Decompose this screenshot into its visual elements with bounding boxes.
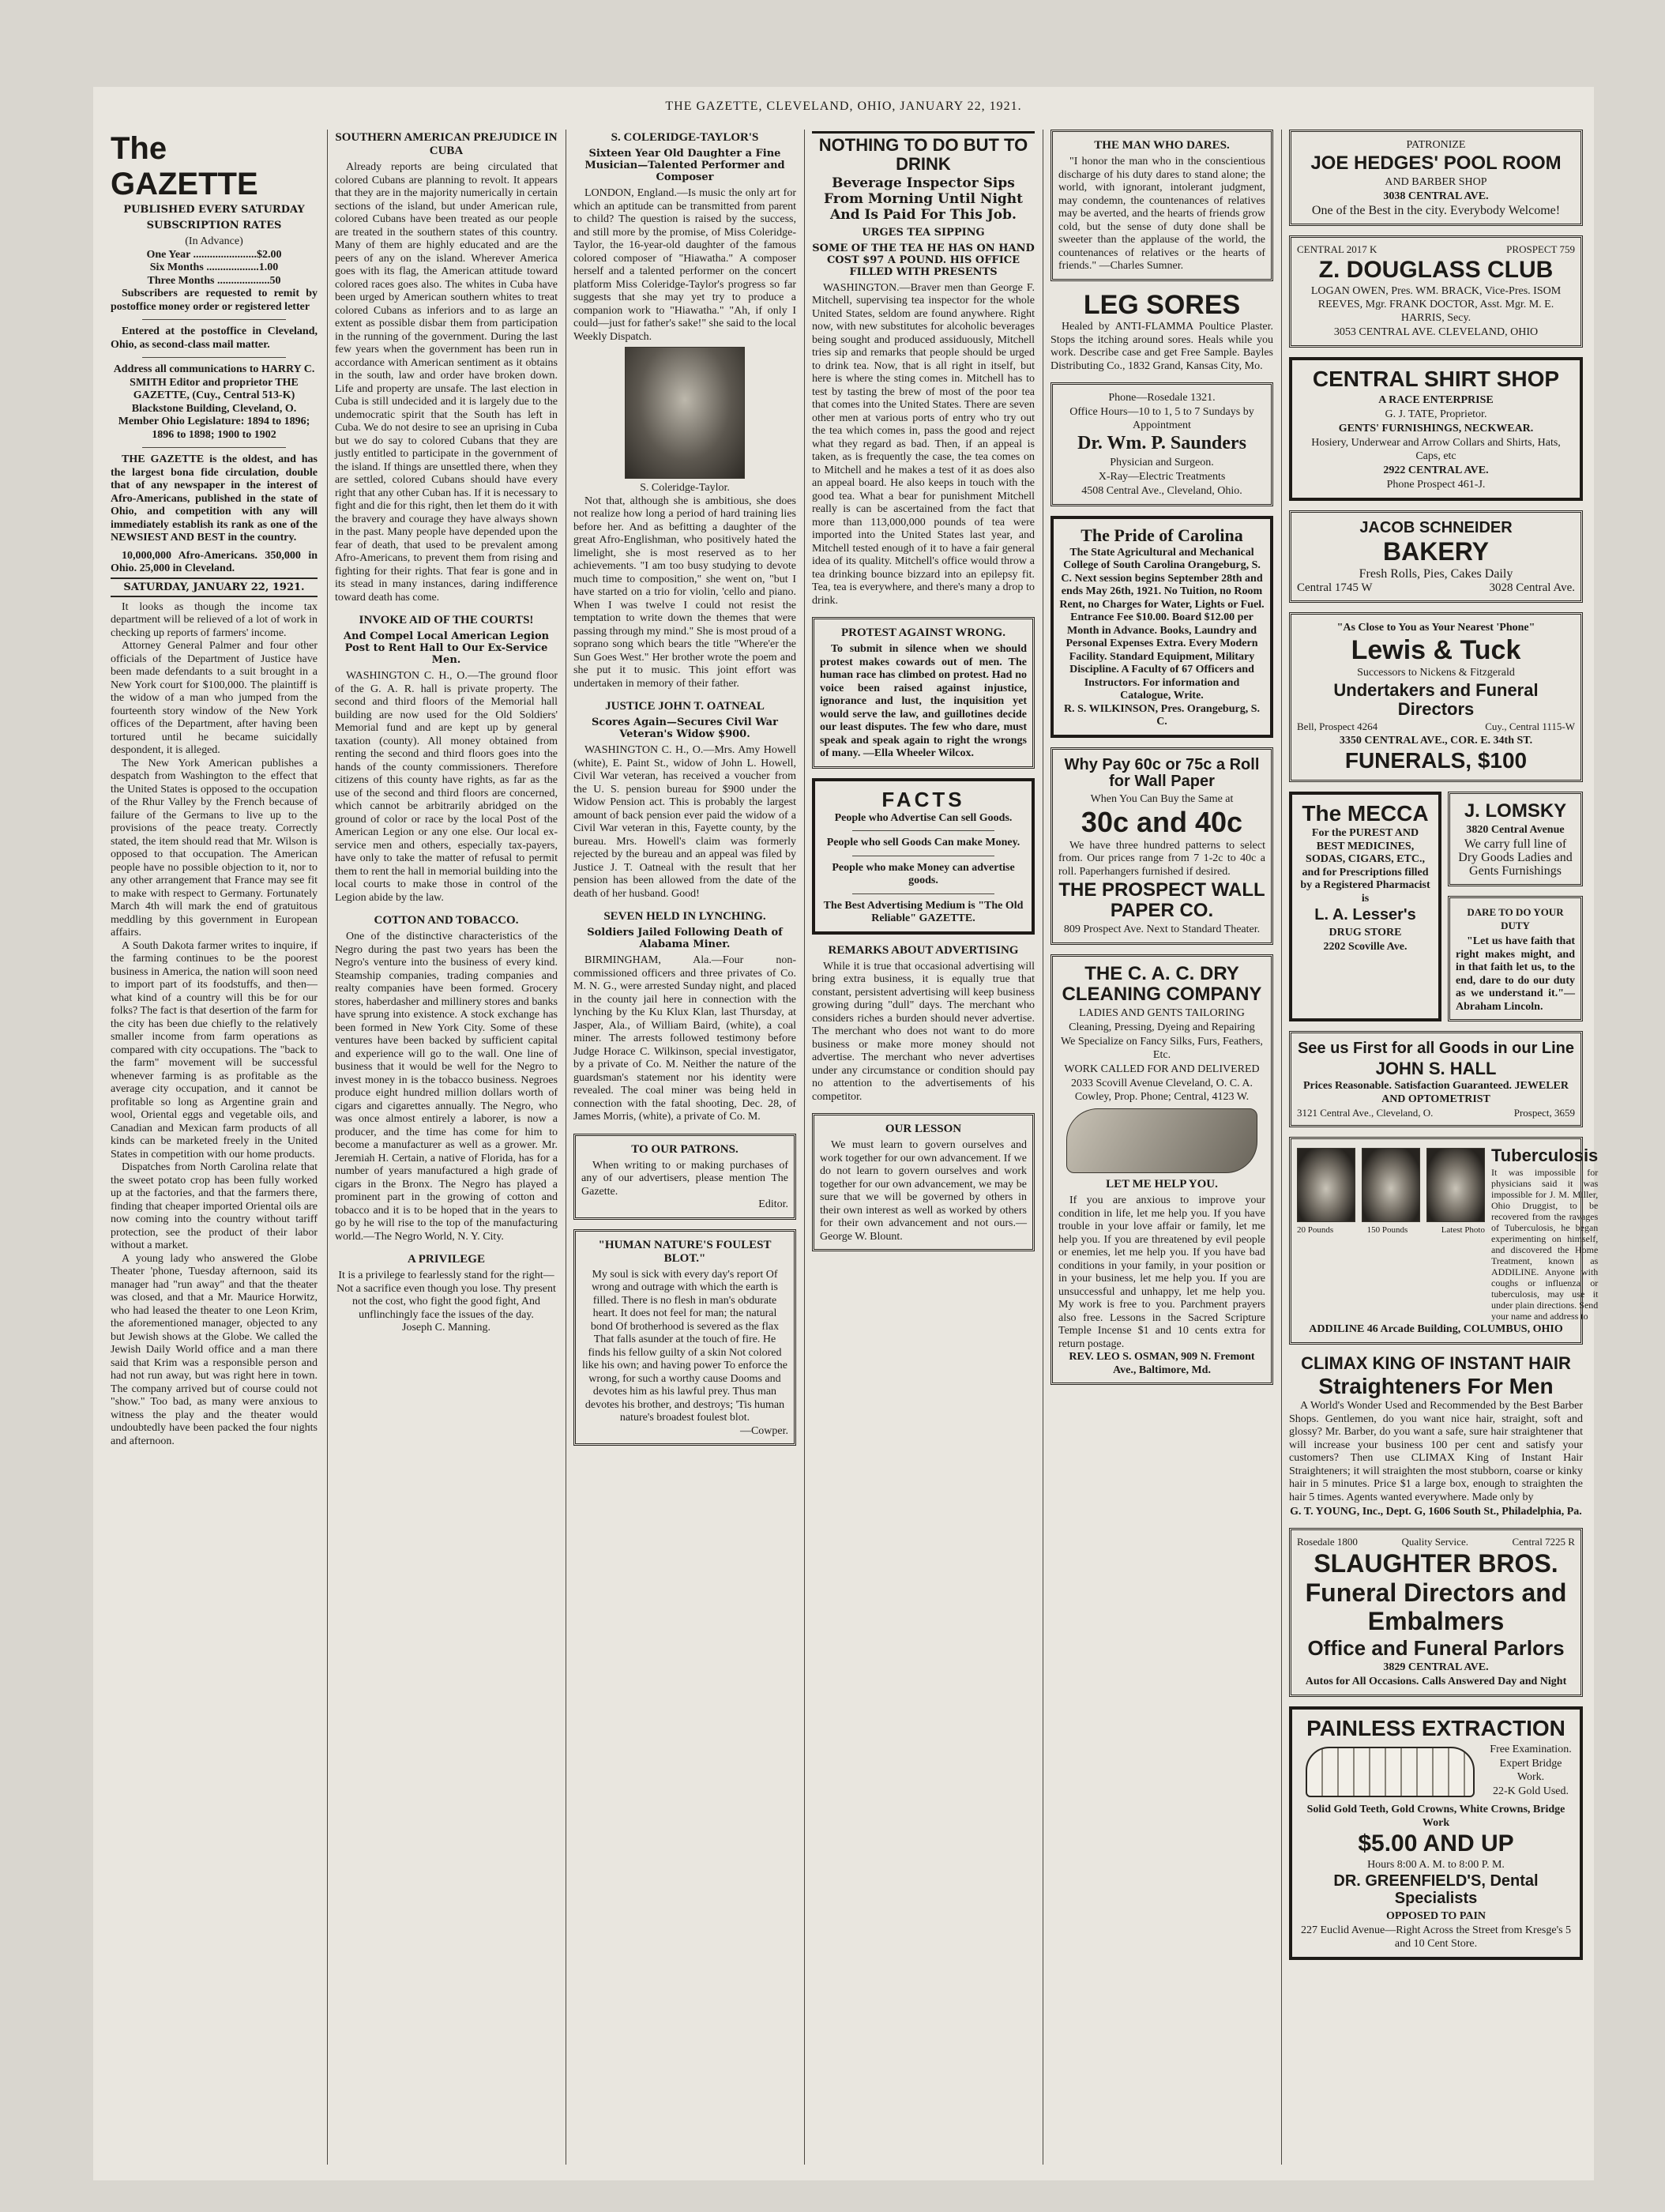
ad-name: THE PROSPECT WALL PAPER CO.: [1058, 879, 1265, 922]
article-body: BIRMINGHAM, Ala.—Four non-commissioned officers and three privates of Co. M. N. G., were arrested Sunday night, and placed in the county jail here in connection with the lynching by the Ku Klux Klan, last Thursday, at Jasper, Ala., of William Baird, (white), a coal miner. The arrests followed testimony before Judge Horace C. Wilkinson, special investigator, by a private of Co. M. Neither the nature of the guardsman's statement nor his identity were revealed. The coal miner was being held in connection with the fatal shooting, Dec. 28, of James Morris, (white), a private of Co. M.: [573, 954, 796, 1123]
photo-caption: S. Coleridge-Taylor.: [640, 482, 730, 494]
ad-lewis-tuck: [1289, 612, 1583, 782]
article-title: JUSTICE JOHN T. OATNEAL: [605, 700, 765, 713]
article-body: WASHINGTON C. H., O.—The ground floor of the G. A. R. hall is private property. The second and third floors of the Memorial hall building are now used for the Old Soldiers' Memorial fund and are kept up by general taxation (county). All money obtained from renting the second and third floors goes into the hands of the county commissioners. Therefore citizens of this county have rights, as far as the use of the second and third floors are concerned, which cannot be arbitrarily abridged on the ground of color or race by the local Post of the American Legion or any one else. Our local ex-service men and others, especially tax-payers, have only to take the matter of refusal to permit them to rent the hall in memorial building into the local courts to make those in control of the Legion abide by the law.: [335, 670, 558, 904]
ad-address: 2202 Scoville Ave.: [1323, 940, 1408, 953]
article-title: PROTEST AGAINST WRONG.: [841, 626, 1005, 639]
portrait-photo: [1297, 1148, 1355, 1222]
ad-line: X-Ray—Electric Treatments: [1098, 471, 1226, 483]
ad-dry-cleaning: [1050, 954, 1273, 1385]
ad-price: $5.00 AND UP: [1358, 1830, 1514, 1857]
ad-features: [1487, 1742, 1574, 1802]
ad-sub: LADIES AND GENTS TAILORING: [1079, 1007, 1245, 1020]
ad-body: A World's Wonder Used and Recommended by the Best Barber Shops. Gentlemen, do you want nice hair, straight, soft and glossy? Mr. Barber, do you want a safe, sure hair straightener that will increase your business 100 per cent and satisfy your customers? Then use CLIMAX King of Instant Hair Straighteners; it will straighten the most stubborn, coarse or kinky hair in 5 minutes. Price $1 a large box, enough to straighten the hair 5 times. Agents wanted everywhere. Made only by: [1289, 1400, 1583, 1503]
ad-header: [1297, 1536, 1575, 1548]
quote-body: "I honor the man who in the conscientious discharge of his duty dares to stand alone; the world, with ignorant, intolerant judgment, may condemn, the countenances of relatives may be averted, and the hearts of friends grow cold, but the sense of duty done shall be sweeter than the applause of the world, the countenances of relatives or the hearts of friends." —Charles Sumner.: [1058, 156, 1265, 272]
fact-item: The Best Advertising Medium is "The Old Reliable" GAZETTE.: [823, 899, 1024, 925]
ad-phone: Cuy., Central 1115-W: [1485, 720, 1575, 732]
ad-title: PAINLESS EXTRACTION: [1306, 1715, 1565, 1740]
ad-address: 2033 Scovill Avenue Cleveland, O. C. A. Cowley, Prop. Phone; Central, 4123 W.: [1071, 1078, 1253, 1104]
ad-footer: ADDILINE 46 Arcade Building, COLUMBUS, OHIO: [1309, 1323, 1563, 1336]
ad-phone: Phone—Rosedale 1321.: [1108, 392, 1216, 404]
poem-body: My soul is sick with every day's report Of wrong and outrage with which the earth is filled. There is no flesh in man's obdurate heart. It does not feel for man; the natural bond Of brotherhood is severed as the flax That falls asunder at the touch of fire. He finds his fellow guilty of a skin Not colored like his own; and having power To enforce the wrong, for such a worthy cause Dooms and devotes him as his lawful prey. Thus man devotes his brother, and destroys; 'Tis human nature's broadest foulest blot.: [581, 1268, 788, 1424]
article-title: NOTHING TO DO BUT TO DRINK: [812, 131, 1035, 174]
ad-sub: A RACE ENTERPRISE: [1378, 393, 1494, 406]
ad-role: Physician and Surgeon.: [1110, 457, 1214, 469]
ad-title: CLIMAX KING OF INSTANT HAIR: [1301, 1353, 1571, 1374]
oldest-notice: THE GAZETTE is the oldest, and has the largest bona fide circulation, double that of any newspaper in the interest of Afro-Americans, published in the state of Ohio, and competition with any will immediately establish its rank as one of the NEWSIEST AND BEST in the country.: [111, 453, 318, 544]
article: [812, 944, 1035, 1104]
ad-line: 22-K Gold Used.: [1492, 1785, 1569, 1798]
ad-title: Straighteners For Men: [1318, 1373, 1554, 1398]
editorial-paragraph: The New York American publishes a despatch from Washington to the effect that the United States is opposed to the occupation of the Rhur Valley by the French because of failure of the Germans to live up to the provisions of the peace treaty. Correctly stated, the item should read that Mr. Wilson is opposed to that occupation. The American people have no possible objection to it, nor to any other arrangement that France may see fit to make with respect to Germany. Fortunately March 4th will mark the end of gratuitous meddling by this government in European affairs.: [111, 757, 318, 939]
ad-sign: R. S. WILKINSON, Pres. Orangeburg, S. C.: [1063, 702, 1260, 728]
ad-body: For the PUREST AND BEST MEDICINES, SODAS, CIGARS, ETC., and for Prescriptions filled by a Registered Pharmacist is: [1300, 827, 1430, 905]
fact-item: People who sell Goods Can make Money.: [826, 837, 1020, 849]
ad-body: It was impossible for physicians said it was impossible for J. M. Miller, Ohio Druggist, to be recovered from the ravages of Tuberculosis, he began experimenting on himself, and discovered the Home Treatment, known as ADDILINE. Anyone with coughs or influenza or tuberculosis, may use it under plain directions. Send your name and address to: [1491, 1167, 1599, 1322]
poem-author: Joseph C. Manning.: [402, 1322, 490, 1334]
ad-line: Embalmers: [1367, 1607, 1505, 1636]
ad-address: 3350 CENTRAL AVE., COR. E. 34th ST.: [1339, 734, 1533, 747]
column-rule: [804, 130, 805, 2165]
ad-phone: CENTRAL 2017 K: [1297, 243, 1377, 255]
ad-staff: LOGAN OWEN, Pres. WM. BRACK, Vice-Pres. ISOM REEVES, Mgr. FRANK DOCTOR, Asst. Mgr. M. E. HARRIS, Secy.: [1310, 285, 1562, 325]
ad-address: 3028 Central Ave.: [1489, 581, 1575, 594]
ad-store: L. A. Lesser's: [1314, 906, 1416, 924]
article-title: OUR LESSON: [885, 1123, 962, 1136]
editorial-paragraph: A South Dakota farmer writes to inquire, if the farming continues to be the poorest business in America, the nation will soon need to import part of its foodstuffs, and then—what kind of a country will this be for our folks? The fact is that desertion of the farm for the city has been due chiefly to the relatively smaller income from farm operations as compared with city occupations. The "back to the farm" movement will be successful whenever farming is as profitable as the average city occupation, and it cannot be profitable so long as Argentine grain and wool, Oriental eggs and vegetable oils, and Canadian and Mexican farm products of all kinds can be marketed freely in the United States in competition with our home products.: [111, 939, 318, 1161]
article-body: We must learn to govern ourselves and work together for our own advancement. If we do not learn to govern ourselves and work together for our own advancement, we may be sure that we will be governed by others in their own interest as well as worked by others for their own advancement and not ours.—George W. Blount.: [820, 1139, 1027, 1243]
ad-line: Undertakers and Funeral Directors: [1333, 680, 1539, 720]
ad-line: WORK CALLED FOR AND DELIVERED: [1064, 1063, 1260, 1076]
ad-price: 30c and 40c: [1081, 806, 1243, 839]
article-subtitle: Scores Again—Secures Civil War Veteran's Widow $900.: [592, 717, 778, 740]
ad-title: Tuberculosis: [1491, 1146, 1599, 1166]
ad-address: 3038 CENTRAL AVE.: [1383, 190, 1489, 202]
ad-row: [1289, 792, 1583, 1031]
ad-lomsky: [1448, 792, 1583, 886]
article-body: Not that, although she is ambitious, she does not realize how long a period of hard training lies before her. And as befitting a daughter of the great Afro-Englishman, who positively hated the limelight, she is most reserved as to her achievements. "I am too busy studying to devote much time to composition," she went on, "but I have started on a trio for violin, 'cello and piano. When I was twelve I could not resist the temptation to write down the themes that were passing through my mind." She is most proud of a soprano song which bears the title "Where'er the Sun Goes West." Her brother wrote the poem and she put it to music. This joint effort was undertaken in memory of their father.: [573, 495, 796, 690]
ad-name: Lewis & Tuck: [1351, 634, 1521, 665]
article-title: "HUMAN NATURE'S FOULEST BLOT.": [598, 1238, 772, 1265]
editorial-paragraph: Dispatches from North Carolina relate that the sweet potato crop has been fully worked up at the factories, and that the farmers there, finding that cheaper imported Oriental oils are now coming into the country without tariff protection, see the product of their labor without a market.: [111, 1161, 318, 1251]
ad-title: Why Pay 60c or 75c a Roll for Wall Paper: [1064, 755, 1260, 791]
ad-slaughter: [1289, 1528, 1583, 1697]
portrait-photo: [1362, 1148, 1420, 1222]
article-title: THE MAN WHO DARES.: [1094, 139, 1230, 152]
ad-jeweler: [1289, 1031, 1583, 1127]
ad-body: We carry full line of Dry Goods Ladies and Gents Furnishings: [1458, 837, 1573, 878]
divider: [142, 447, 286, 448]
column-5: [1050, 130, 1273, 2172]
ad-mecca: [1289, 792, 1441, 1021]
article-title: REMARKS ABOUT ADVERTISING: [828, 943, 1019, 957]
ad-name: Z. DOUGLASS CLUB: [1318, 256, 1554, 283]
ad-name: BAKERY: [1383, 537, 1489, 566]
ad-address: 4508 Central Ave., Cleveland, Ohio.: [1081, 485, 1242, 498]
ad-sub: DRUG STORE: [1329, 926, 1402, 939]
ad-column: [1448, 792, 1583, 1031]
ad-body: If you are anxious to improve your condition in life, let me help you. If you have trouble in your love affair or family, let me help you. If you are threatened by evil people or enemies, let me help you. If you have bad conditions in your family, in your position or in your business, let me help you. If you are unsuccessful and unhappy, let me help you. My work is free to you. Parchment prayers also free. Lessons in the Sacred Scripture Temple Incense $1 and 10 cents extra for return postage.: [1058, 1194, 1265, 1350]
hand-illustration: [1066, 1108, 1257, 1173]
population-stats: 10,000,000 Afro-Americans. 350,000 in Ohio. 25,000 in Cleveland.: [111, 549, 318, 574]
ad-footer: Autos for All Occasions. Calls Answered Day and Night: [1305, 1675, 1567, 1687]
ad-title: LET ME HELP YOU.: [1106, 1178, 1218, 1191]
ad-line: PATRONIZE: [1406, 139, 1466, 151]
poem-author: —Cowper.: [739, 1424, 788, 1437]
ad-line: When You Can Buy the Same at: [1090, 793, 1234, 806]
rates-title: SUBSCRIPTION RATES: [146, 220, 282, 231]
quote-body: "Let us have faith that right makes might, and in that faith let us, to the end, dare to do our duty as we understand it."—Abraham Lincoln.: [1456, 935, 1575, 1013]
article-body: WASHINGTON C. H., O.—Mrs. Amy Howell (white), E. Paint St., widow of John L. Howell, Civil War veteran, has received a voucher from the U. S. pension bureau for $900 under the Widow Pension act. This is probably the largest amount of back pension ever paid the widow of a Civil War veteran in this, Fayette county, by the bureau. Mrs. Howell's claim was formerly rejected by the bureau and an appeal was filed by Justice J. T. Oatneal with the result that her pension has been allowed from the date of the death of her husband. Good!: [573, 744, 796, 900]
ad-body: Hosiery, Underwear and Arrow Collars and Shirts, Hats, Caps, etc: [1311, 436, 1561, 462]
article: [335, 914, 558, 1243]
ad-carolina: [1050, 516, 1273, 738]
teeth-illustration: [1306, 1747, 1475, 1797]
photo-caption: Latest Photo: [1441, 1225, 1485, 1236]
ad-phone: Phone Prospect 461-J.: [1386, 478, 1486, 491]
column-1: [111, 130, 318, 2172]
ad-name: Dr. Wm. P. Saunders: [1077, 433, 1246, 454]
ad-title: LEG SORES: [1083, 289, 1241, 320]
page-header: THE GAZETTE, CLEVELAND, OHIO, JANUARY 22, 1921.: [665, 100, 1022, 113]
poem-body: It is a privilege to fearlessly stand for the right— Not a sacrifice even though you lose. Thy present not the cost, who fight the good fight, And unflinchingly face the issues of the day.: [336, 1270, 556, 1321]
dateline: SATURDAY, JANUARY 22, 1921.: [111, 577, 318, 597]
article-title: A PRIVILEGE: [408, 1253, 485, 1266]
ad-sub: AND BARBER SHOP: [1385, 175, 1487, 188]
notice-body: When writing to or making purchases of any of our advertisers, please mention The Gazette.: [581, 1159, 788, 1198]
protest-box: [812, 617, 1035, 769]
ad-tagline: OPPOSED TO PAIN: [1385, 1909, 1486, 1922]
ad-body: We Specialize on Fancy Silks, Furs, Feathers, Etc.: [1061, 1036, 1263, 1062]
ad-pool-room: [1289, 130, 1583, 226]
ad-name: The MECCA: [1302, 801, 1429, 826]
divider: [852, 830, 994, 831]
ad-phones: [1297, 720, 1575, 733]
ad-body: Solid Gold Teeth, Gold Crowns, White Crowns, Bridge Work: [1306, 1804, 1565, 1830]
ad-footer: [1297, 581, 1575, 595]
ad-sign: G. T. YOUNG, Inc., Dept. G, 1606 South St., Philadelphia, Pa.: [1290, 1506, 1582, 1518]
ad-hours: Hours 8:00 A. M. to 8:00 P. M.: [1367, 1859, 1505, 1872]
ad-wallpaper: [1050, 747, 1273, 945]
portrait-photo: [625, 347, 745, 479]
ad-name: JOE HEDGES' POOL ROOM: [1310, 152, 1562, 174]
ad-address: 809 Prospect Ave. Next to Standard Theater.: [1063, 924, 1261, 936]
entered-note: Entered at the postoffice in Cleveland, Ohio, as second-class mail matter.: [111, 325, 318, 351]
ad-owner: JACOB SCHNEIDER: [1359, 518, 1513, 536]
article-subtitle: SOME OF THE TEA HE HAS ON HAND COST $97 A POUND. HIS OFFICE FILLED WITH PRESENTS: [812, 242, 1035, 278]
published-line: PUBLISHED EVERY SATURDAY: [123, 204, 305, 216]
ad-body: The State Agricultural and Mechanical College of South Carolina Orangeburg, S. C. Next session begins September 28th and ends May 26th, 1921. No Tuition, no Room Rent, no Charges for Water, Lights or Fuel. Entrance Fee $10.00. Board $12.00 per Month in Advance. Books, Laundry and Personal Expenses Extra. Every Modern Facility. Standard Equipment, Military Discipline. A Faculty of 67 Officers and Instructors. For information and Catalogue, Write.: [1059, 546, 1265, 702]
ad-name: CENTRAL SHIRT SHOP: [1312, 367, 1560, 392]
ad-illustration: [1298, 1742, 1483, 1802]
photo-caption: 20 Pounds: [1297, 1225, 1334, 1236]
article-title: S. COLERIDGE-TAYLOR'S: [611, 131, 759, 144]
rate-six-months: Six Months ...................1.00: [149, 261, 279, 273]
quote-box: [1050, 130, 1273, 281]
facts-title: FACTS: [881, 787, 965, 811]
article: [573, 910, 796, 1124]
ad-tagline: See us First for all Goods in our Line: [1297, 1040, 1575, 1058]
notice-box: [573, 1134, 796, 1220]
ad-phone: Central 7225 R: [1512, 1536, 1575, 1548]
article-title: SEVEN HELD IN LYNCHING.: [603, 910, 766, 923]
article-body: While it is true that occasional advertising will bring extra business, it is equally true that constant, persistent advertising will keep business growing during "dull" days. The merchant who considers riches a burden should never advertise. The merchant who does not want to do more business or make more money should not advertise. The merchant who never advertises under any circumstance or condition should pay no attention to the advertisements of his competitor.: [812, 960, 1035, 1103]
ad-line: Office and Funeral Parlors: [1307, 1635, 1565, 1660]
divider: [852, 893, 994, 894]
photo-captions: [1297, 1225, 1485, 1235]
article: [335, 131, 558, 604]
ad-body: Cleaning, Pressing, Dyeing and Repairing: [1069, 1021, 1255, 1034]
ad-price: FUNERALS, $100: [1344, 747, 1528, 773]
ad-address: 3820 Central Avenue: [1466, 824, 1565, 837]
rate-one-year: One Year .......................$2.00: [146, 248, 282, 261]
ad-title: The Pride of Carolina: [1081, 525, 1243, 546]
ad-sub: Successors to Nickens & Fitzgerald: [1357, 667, 1515, 679]
ad-footer: [1297, 1107, 1575, 1119]
ad-address: 227 Euclid Avenue—Right Across the Street from Kresge's 5 and 10 Cent Store.: [1300, 1924, 1572, 1950]
ad-bakery: [1289, 510, 1583, 603]
article-subtitle: Soldiers Jailed Following Death of Alabama Miner.: [587, 927, 783, 950]
ad-tagline: "As Close to You as Your Nearest 'Phone": [1336, 621, 1535, 634]
article: [573, 131, 796, 690]
ad-line: GENTS' FURNISHINGS, NECKWEAR.: [1338, 422, 1534, 434]
ad-content: [1297, 1145, 1599, 1322]
article: [812, 131, 1035, 608]
rate-three-months: Three Months ...................50: [147, 274, 281, 287]
ad-name: JOHN S. HALL: [1375, 1058, 1497, 1078]
ad-sign: REV. LEO S. OSMAN, 909 N. Fremont Ave., Baltimore, Md.: [1069, 1351, 1255, 1376]
ad-phone: Rosedale 1800: [1297, 1536, 1358, 1548]
article-title: SOUTHERN AMERICAN PREJUDICE IN CUBA: [335, 131, 558, 157]
divider: [142, 319, 286, 320]
ad-line: Funeral Directors and: [1305, 1578, 1567, 1607]
column-6: [1289, 130, 1599, 2172]
editorial-paragraph: It looks as though the income tax department will be relieved of a lot of work in checking up reports of farmers' income.: [111, 600, 318, 639]
ad-tagline: One of the Best in the city. Everybody Welcome!: [1311, 203, 1561, 217]
ad-address: 3829 CENTRAL AVE.: [1383, 1661, 1489, 1673]
notice-sign: Editor.: [758, 1198, 788, 1210]
ad-phones: [1297, 243, 1575, 256]
ad-line: Free Examination.: [1490, 1744, 1572, 1756]
article-body: One of the distinctive characteristics of the Negro during the past two years has been the Negro's venture into the business of every kind. Steamship companies, trading companies and realty companies have been formed. Grocery stores, haberdasher and millinery stores and banks have sprung into existence. A stock exchange has been formed in New York City. Some of these ventures have been backed by sufficient capital and experience will go to the wall. One line of business that it would be well for the Negro to invest money in is the tobacco business. Negroes produce eight hundred million dollars worth of cigars and cigarettes annually. The Negro, who was once almost entirely a laborer, is now a producer, and the time has come for him to become a manufacturer as well as a grower. Mr. Jeremiah H. Certain, a native of Florida, has for a number of years manufactured a high grade of cigars in the Bronx. The Negro has played a prominent part in the growing of cotton and tobacco and it is to be hoped that in the years to go by he will rise to the top of the manufacturing world.—The Negro World, N. Y. City.: [335, 931, 558, 1243]
ad-climax: [1289, 1354, 1583, 1518]
article-body: Already reports are being circulated that colored Cubans are planning to revolt. It appears that they are in the majority numerically in certain sections of the island, but under American rule, colored Cubans have been treated as our people are treated in the southern states of this country. Many of them are highly educated and are the peers of any on the island. Wherever America goes with its flag, the American attitude toward colored races goes also. The whites in Cuba have been urged by American southern whites to treat colored Cubans as inferiors and to as large an extent as possible disbar them from participation in the running of the government. During the last few years when the government has been run in accordance with American sentiment as it obtains in the south, law and order have broken down. Life and property are unsafe. The last election in Cuba is still undecided and it is largely due to the undemocratic spirit that the South has left in Cuba. We do not desire to see an uprising in Cuba but we do say to colored Cubans that they are justly entitled to participate in the government of the island. If things are unsettled there, when they are settled, colored Cubans should have every right that any other Cuban has. If it is necessary to fight and die for this right, then let them do it with the bravery and courage they have always shown in the past. Many people have depended upon the fear of death, that used to be prevalent among Afro-Americans, to prevent them from rising and fighting for their rights. That fear is gone and in its stead in many instances, daring indifference toward death has come.: [335, 161, 558, 604]
article-subtitle: URGES TEA SIPPING: [862, 226, 985, 239]
ad-line: Expert Bridge Work.: [1499, 1758, 1562, 1784]
ad-body: Healed by ANTI-FLAMMA Poultice Plaster. Stops the itching around sores. Heals while you work. Describe case and get Free Sample. Bayles Distributing Co., 1832 Grand, Kansas City, Mo.: [1050, 321, 1273, 372]
fact-item: People who Advertise Can sell Goods.: [834, 811, 1013, 824]
ad-phone: PROSPECT 759: [1506, 243, 1575, 255]
editorial-paragraph: Attorney General Palmer and four other officials of the Department of Justice have been made defendants to a suit brought in a New York court for $100,000. The plaintiff is the widow of a man who jumped from the fourteenth story window of the New York offices of the Department, after having been tortured until he became suicidally despondent, it is alleged.: [111, 640, 318, 756]
poem: [335, 1253, 558, 1335]
article: [573, 700, 796, 901]
ad-hours: Office Hours—10 to 1, 5 to 7 Sundays by Appointment: [1069, 406, 1254, 432]
portrait-photo: [1426, 1148, 1485, 1222]
lesson-box: [812, 1113, 1035, 1251]
ad-line: G. J. TATE, Proprietor.: [1385, 408, 1487, 420]
ad-phone: Prospect, 3659: [1513, 1107, 1575, 1119]
ad-title: THE C. A. C. DRY CLEANING COMPANY: [1062, 963, 1262, 1006]
column-4: [812, 130, 1035, 2172]
ad-text: [1491, 1145, 1598, 1322]
article-title: INVOKE AID OF THE COURTS!: [359, 614, 534, 626]
ad-address: 2922 CENTRAL AVE.: [1383, 464, 1489, 476]
ad-name: SLAUGHTER BROS.: [1314, 1549, 1558, 1578]
ad-name: J. LOMSKY: [1464, 800, 1567, 822]
article-body: LONDON, England.—Is music the only art for which an aptitude can be transmitted from parent to child? The question is raised by the success, and still more by the promise, of Miss Coleridge-Taylor, the 16-year-old daughter of the famous colored composer of "Hiawatha." A composer herself and a talented performer on the concert platform Miss Coleridge-Taylor's progress so far suggests that she may yet try to produce a companion work to "Hiawatha." "Ah, if only I could—just for father's sake!" she said to the local Weekly Dispatch.: [573, 187, 796, 343]
article-subtitle: Sixteen Year Old Daughter a Fine Musician—Talented Performer and Composer: [584, 148, 785, 183]
ad-content: [1298, 1742, 1574, 1802]
article-title: TO OUR PATRONS.: [631, 1142, 739, 1156]
rates-note: (In Advance): [185, 235, 243, 247]
ad-name: DR. GREENFIELD'S, Dental Specialists: [1333, 1872, 1539, 1908]
ad-tuberculosis: [1289, 1137, 1599, 1345]
column-rule: [327, 130, 328, 2165]
photo-row: [1297, 1148, 1485, 1222]
editorial-paragraph: A young lady who answered the Globe Theater 'phone, Tuesday afternoon, said its manager had "run away" and that the theater was closed, and that a Mr. Maurice Horwitz, who had leased the theater to one Leon Krim, the aforementioned manager, objected to any but Jewish shows at the Globe. We called the Jewish Daily World office and a man there said that Krim was a responsible person and had not run away, but was right here in town. The company arrived but of course could not "show." Too bad, as many were anxious to witness the play and the theater would undoubtedly have been packed the four nights and afternoon.: [111, 1252, 318, 1447]
masthead: The GAZETTE: [111, 131, 258, 201]
ad-shirt-shop: [1289, 357, 1583, 500]
article: [335, 614, 558, 905]
address-block: Address all communications to HARRY C. SMITH Editor and proprietor THE GAZETTE, (Cuy., Central 513-K) Blackstone Building, Cleveland, O. Member Ohio Legislature: 1894 to 1896; 1896 to 1898; 1900 to 1902: [113, 363, 315, 441]
column-rule: [1281, 130, 1282, 2165]
newspaper-page: [93, 87, 1599, 2180]
ad-douglass-club: [1289, 235, 1583, 348]
ad-dentist: [1289, 1706, 1583, 1960]
ad-sub: Prices Reasonable. Satisfaction Guaranteed. JEWELER AND OPTOMETRIST: [1303, 1080, 1569, 1106]
remit-note: Subscribers are requested to remit by postoffice money order or registered letter: [111, 288, 318, 313]
ad-photos: [1297, 1145, 1485, 1322]
photo-caption: 150 Pounds: [1366, 1225, 1408, 1236]
article-subtitle: And Compel Local American Legion Post to Rent Hall to Our Ex-Service Men.: [343, 630, 550, 666]
ad-phone: Central 1745 W: [1297, 581, 1373, 594]
article-subtitle: Beverage Inspector Sips From Morning Until Night And Is Paid For This Job.: [823, 175, 1024, 223]
column-2: [335, 130, 558, 2172]
article-title: DARE TO DO YOUR DUTY: [1467, 906, 1564, 932]
column-3: [573, 130, 796, 2172]
ad-body: Fresh Rolls, Pies, Cakes Daily: [1359, 566, 1513, 581]
ad-leg-sores: [1050, 291, 1273, 374]
article-body: To submit in silence when we should protest makes cowards out of men. The human race has climbed on protest. Had no voice been raised against injustice, ignorance and lust, the inquisition yet would serve the law, and guillotines decide our least disputes. The few who dare, must speak and speak again to right the wrongs of many. —Ella Wheeler Wilcox.: [820, 643, 1027, 759]
ad-address: 3053 CENTRAL AVE. CLEVELAND, OHIO: [1333, 326, 1539, 339]
article-body: WASHINGTON.—Braver men than George F. Mitchell, supervising tea inspector for the whole United States, seldom are found anywhere. Right now, with new substitutes for alcoholic beverages being sought and produced assiduously, Mitchell tries sip and remarks that people should be urged to drink tea. Now, that is all right in itself, but here is where the sting comes in. Mitchell has to test by tasting the brew of most of the poor tea that comes into the United States. There are seven other men at various ports of entry who try out the tea which comes in, pass the good and reject what they regard as bad. Then, if an appeal is taken, as is frequently the case, the tea comes on to Mitchell and he makes a test of it as does also an appeal board. He also keeps in touch with the good tea. What a bear for punishment Mitchell really is can be ascertained from the fact that more than 113,000,000 pounds of tea were imported into the United States last year, and Mitchell tested enough of it to have a fair general idea of its quality. Mitchell's office would throw a tea drinking bounce bizzard into an epilepsy fit. Tea, tea is everywhere, and there's many a drop to drink.: [812, 281, 1035, 607]
ad-address: 3121 Central Ave., Cleveland, O.: [1297, 1107, 1434, 1119]
ad-doctor: [1050, 382, 1273, 506]
facts-box: [812, 778, 1035, 935]
ad-tagline: Quality Service.: [1401, 1536, 1468, 1548]
quote-box: [1448, 896, 1583, 1021]
ad-body: We have three hundred patterns to select from. Our prices range from 7 1-2c to 40c a roll. Paperhangers furnished if desired.: [1058, 839, 1265, 878]
ad-phone: Bell, Prospect 4264: [1297, 720, 1378, 732]
fact-item: People who make Money can advertise goods.: [832, 861, 1015, 887]
article-title: COTTON AND TOBACCO.: [374, 914, 519, 927]
divider: [142, 357, 286, 358]
poem-box: [573, 1229, 796, 1446]
